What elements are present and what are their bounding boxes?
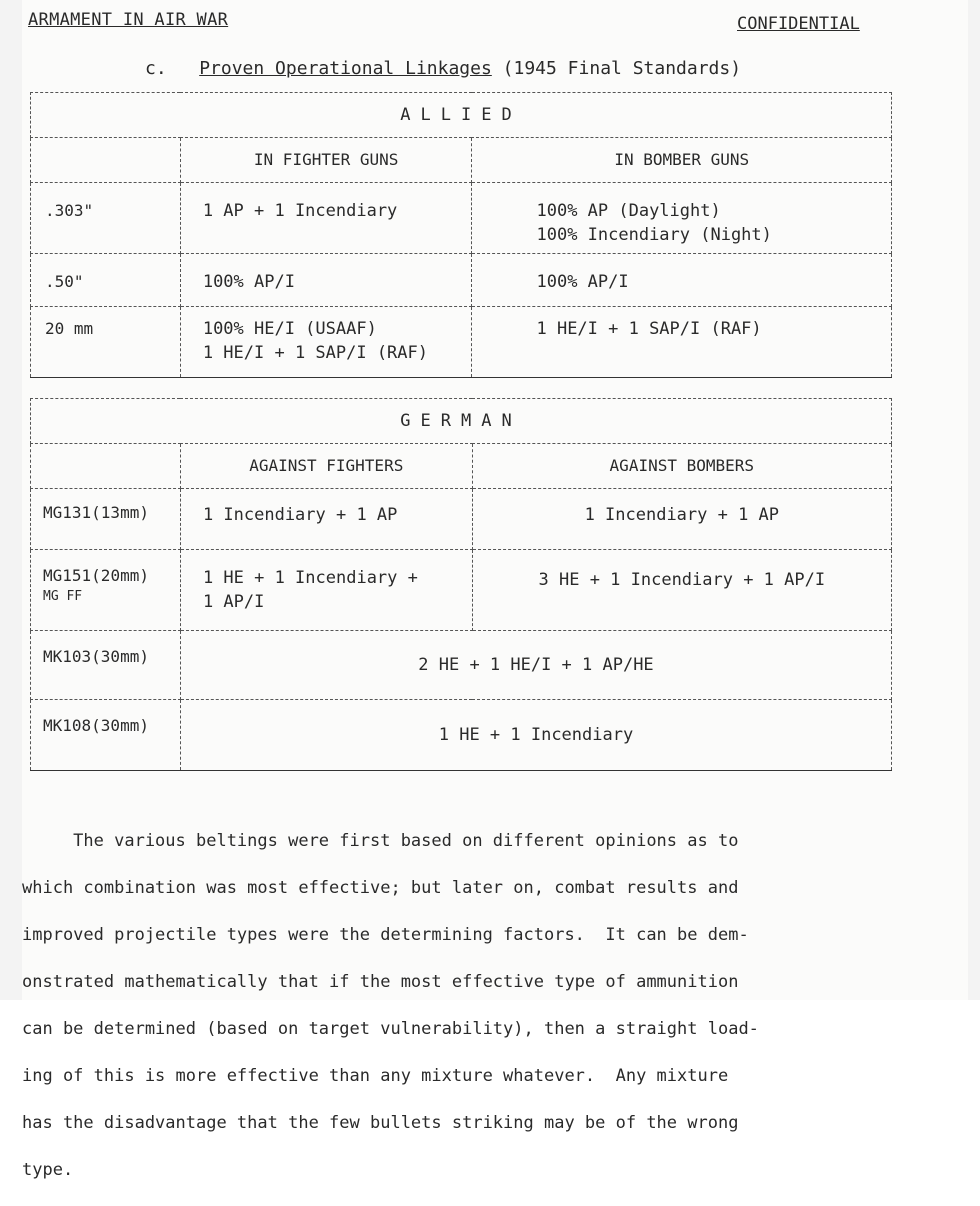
allied-table (30, 92, 892, 378)
paragraph-line: The various beltings were first based on different opinions as to (22, 830, 739, 851)
combined-cell: 2 HE + 1 HE/I + 1 AP/HE (180, 631, 891, 700)
allied-col-fighter: IN FIGHTER GUNS (180, 138, 472, 183)
caption-rest: (1945 Final Standards) (502, 58, 742, 79)
cell-line: 100% AP/I (202, 272, 295, 292)
allied-col-bomber: IN BOMBER GUNS (472, 138, 892, 183)
allied-title: ALLIED (31, 93, 892, 138)
cell-line: 100% Incendiary (Night) (536, 225, 772, 245)
body-paragraph (22, 806, 852, 1206)
table-row (31, 254, 892, 307)
table-caption (145, 58, 741, 79)
fighter-cell (180, 254, 472, 307)
cell-line: 1 HE/I + 1 SAP/I (RAF) (202, 343, 428, 363)
page-edge-left (0, 0, 22, 1000)
paragraph-line: improved projectile types were the determining factors. It can be dem- (22, 924, 749, 945)
paragraph-line: ing of this is more effective than any mixture whatever. Any mixture (22, 1065, 729, 1086)
confidential-marking: CONFIDENTIAL (737, 14, 860, 34)
table-row (31, 631, 892, 700)
table-row (31, 550, 892, 631)
bomber-cell (472, 183, 892, 254)
german-table (30, 398, 892, 771)
row-label-calibre: (20mm) (91, 566, 149, 585)
german-col-fighters: AGAINST FIGHTERS (180, 444, 472, 489)
allied-corner-cell (31, 138, 181, 183)
fighter-cell (180, 183, 472, 254)
combined-cell: 1 HE + 1 Incendiary (180, 700, 891, 771)
bomber-cell (472, 307, 892, 378)
german-corner-cell (31, 444, 181, 489)
row-label-main: MG151 (43, 566, 92, 585)
german-col-bombers: AGAINST BOMBERS (472, 444, 891, 489)
cell-line: 100% HE/I (USAAF) (202, 319, 377, 339)
table-row (31, 307, 892, 378)
running-header-title: ARMAMENT IN AIR WAR (28, 10, 229, 30)
fighters-cell (180, 489, 472, 550)
caption-prefix: c. (145, 58, 167, 79)
bomber-cell (472, 254, 892, 307)
fighter-cell (180, 307, 472, 378)
row-label (31, 550, 181, 631)
cell-line: 1 AP/I (202, 592, 265, 612)
cell-line: 1 HE/I + 1 SAP/I (RAF) (536, 319, 762, 339)
row-label-sub: MG FF (43, 589, 83, 604)
row-label: MK108(30mm) (31, 700, 181, 771)
page-edge-right (968, 0, 980, 1000)
row-label: .303" (31, 183, 181, 254)
cell-line: 100% AP/I (536, 272, 629, 292)
row-label: .50" (31, 254, 181, 307)
row-label: 20 mm (31, 307, 181, 378)
row-label: MG131(13mm) (31, 489, 181, 550)
cell-line: 1 HE + 1 Incendiary + (202, 568, 418, 588)
paragraph-line: can be determined (based on target vulnerability), then a straight load- (22, 1018, 759, 1039)
table-row (31, 700, 892, 771)
bombers-cell (472, 489, 891, 550)
cell-line: 1 Incendiary + 1 AP (584, 505, 780, 525)
cell-line: 1 AP + 1 Incendiary (202, 201, 398, 221)
fighters-cell (180, 550, 472, 631)
caption-underlined: Proven Operational Linkages (199, 58, 492, 79)
table-row (31, 489, 892, 550)
cell-line: 1 Incendiary + 1 AP (202, 505, 398, 525)
paragraph-line: onstrated mathematically that if the most effective type of ammunition (22, 971, 739, 992)
bombers-cell (472, 550, 891, 631)
paragraph-line: which combination was most effective; but later on, combat results and (22, 877, 739, 898)
paragraph-line: type. (22, 1159, 74, 1180)
cell-line: 100% AP (Daylight) (536, 201, 721, 221)
cell-line: 3 HE + 1 Incendiary + 1 AP/I (538, 570, 826, 590)
paragraph-line: has the disadvantage that the few bullets striking may be of the wrong (22, 1112, 739, 1133)
german-title: GERMAN (31, 399, 892, 444)
row-label: MK103(30mm) (31, 631, 181, 700)
table-row (31, 183, 892, 254)
